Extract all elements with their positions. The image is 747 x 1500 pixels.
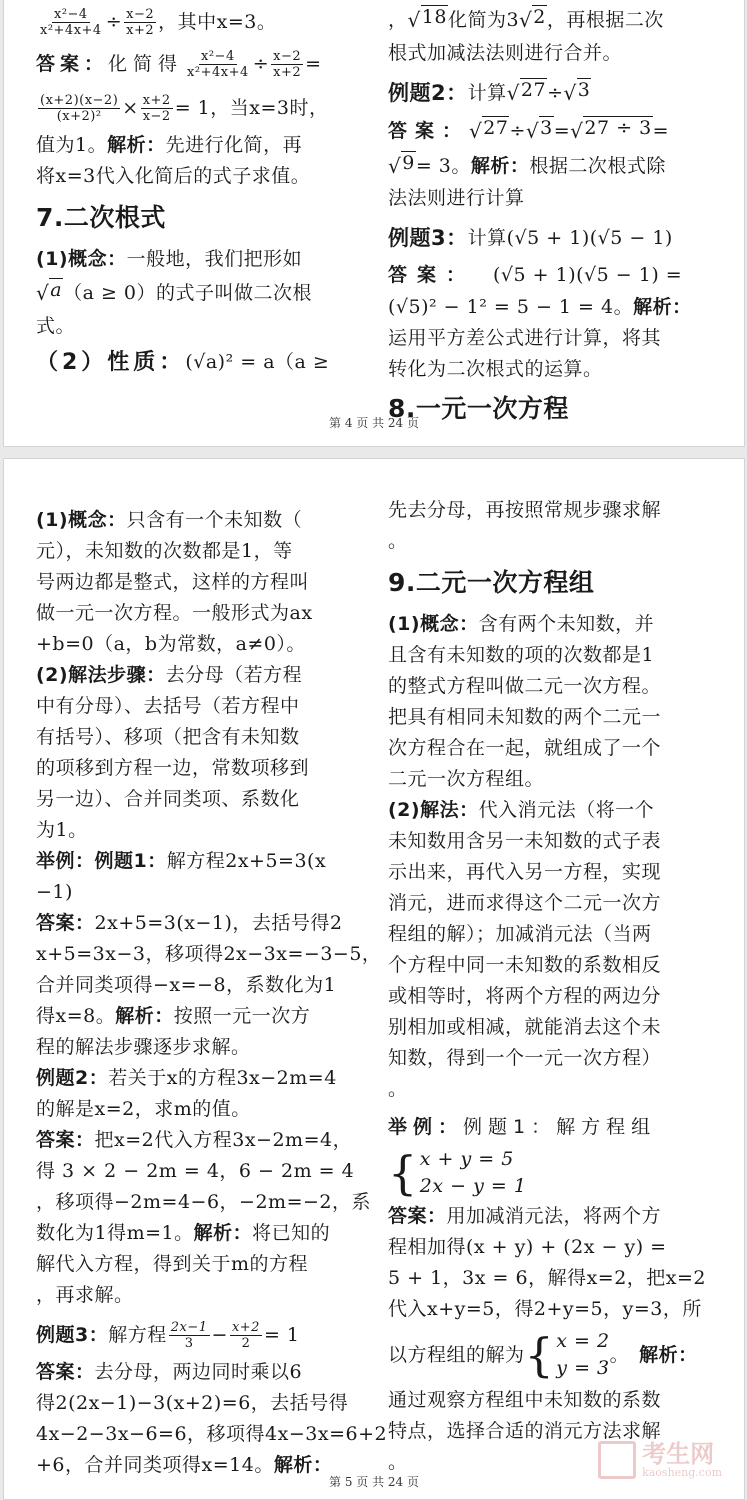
text-line: 例题2： 若关于x的方程3x−2m=4 xyxy=(36,1067,337,1089)
page-footer: 第 5 页 共 24 页 xyxy=(329,1475,419,1489)
text-line: 知数，得到一个一元一次方程） xyxy=(388,1047,662,1069)
text-line: 。 xyxy=(388,1451,408,1473)
text-line: 或相等时，将两个方程的两边分 xyxy=(388,985,662,1007)
text-line: 消元，进而求得这个二元一次方 xyxy=(388,892,662,914)
text-line: 值为1。 解析： 先进行化简，再 xyxy=(36,134,303,156)
watermark-logo: 考生网 kaosheng.com xyxy=(598,1441,722,1479)
text-line: 次方程合在一起，就组成了一个 xyxy=(388,737,662,759)
text-line: 的解是x=2，求m的值。 xyxy=(36,1098,251,1120)
text-line: 中有分母）、去括号（若方程中 xyxy=(36,695,300,717)
page-5 xyxy=(3,458,745,1500)
page4-right-column xyxy=(388,2,718,431)
text-line: 号两边都是整式，这样的方程叫 xyxy=(36,571,310,593)
text-line: 且含有未知数的项的次数都是1 xyxy=(388,644,655,666)
text-line: 代入x+y=5，得2+y=5，y=3，所 xyxy=(388,1298,702,1320)
text-line: （2）性质： (√a)² = a（a ≥ xyxy=(36,349,330,375)
text-line: (1)概念： 含有两个未知数，并 xyxy=(388,613,655,635)
page5-left-column xyxy=(36,505,388,1481)
text-line: 的项移到方程一边，常数项移到 xyxy=(36,757,310,779)
text-line: +6，合并同类项得x=14。 解析： xyxy=(36,1454,333,1476)
text-line: 运用平方差公式进行计算，将其 xyxy=(388,327,662,349)
section-heading-7: 7.二次根式 xyxy=(36,203,166,232)
text-line: 得 3 × 2 − 2m = 4，6 − 2m = 4 xyxy=(36,1160,355,1182)
text-line: 答案： 2x+5=3(x−1)，去括号得2 xyxy=(36,912,343,934)
text-line: 示出来，再代入另一方程，实现 xyxy=(388,861,662,883)
answer-line: 答案： (√5 + 1)(√5 − 1) = xyxy=(388,263,683,286)
fraction: $\frac{(x+2)(x-2)}{\text{(x+2)²}}$ xyxy=(40,92,119,124)
text-line: 解代入方程，得到关于m的方程 xyxy=(36,1253,309,1275)
text-line: (2)解法： 代入消元法（将一个 xyxy=(388,799,655,821)
text-line: 转化为二次根式的运算。 xyxy=(388,358,603,380)
section-heading-8: 8.一元一次方程 xyxy=(388,394,569,423)
right-text-block xyxy=(388,495,718,557)
text-line: 另一边）、合并同类项、系数化 xyxy=(36,788,300,810)
text-line: 元），未知数的次数都是1，等 xyxy=(36,540,293,562)
text-line: (2)解法步骤： 去分母（若方程 xyxy=(36,664,303,686)
text-line: 答案： 用加减消元法，将两个方 xyxy=(388,1205,662,1227)
example-1-line: 举例： 例题1： 解方程组 xyxy=(388,1115,657,1138)
answer-line: 答案： 化简得 $\frac{\text{x²−4}}{\text{x²+4x+4}}$ ÷ $\frac{x-2}{x+2}$ = xyxy=(36,48,322,80)
page5-right-column xyxy=(388,495,718,1478)
page4-left-column xyxy=(36,2,366,382)
text-line: 将x=3代入化简后的式子求值。 xyxy=(36,165,311,187)
text-line: 程组的解）；加减消元法（当两 xyxy=(388,923,652,945)
example-2-line: 例题2： 计算 √ 27 ÷ √ 3 xyxy=(388,78,591,105)
solution-system: { x = 2 y = 3 xyxy=(524,1328,610,1382)
text-line: 程的解法步骤逐步求解。 xyxy=(36,1036,251,1058)
text-line: +b=0（a，b为常数，a≠0）。 xyxy=(36,633,306,655)
text-line: 先去分母，再按照常规步骤求解 xyxy=(388,499,662,521)
page-footer: 第 4 页 共 24 页 xyxy=(329,416,419,430)
text-line: (√5)² − 1² = 5 − 1 = 4。 解析： xyxy=(388,296,692,318)
text-line: 数化为1得m=1。 解析： 将已知的 xyxy=(36,1222,331,1244)
text-line: 式。 xyxy=(36,315,76,337)
text-line: 得x=8。 解析： 按照一元一次方 xyxy=(36,1005,311,1027)
text-line: √ a （a ≥ 0）的式子叫做二次根 xyxy=(36,275,366,311)
text-line: √ 9 = 3。 解析： 根据二次根式除 xyxy=(388,151,666,178)
text-line: 特点，选择合适的消元方法求解 xyxy=(388,1420,662,1442)
text-line: (1)概念： 一般地，我们把形如 xyxy=(36,248,303,270)
text-line: 。 xyxy=(388,530,408,552)
text-line: 的整式方程叫做二元一次方程。 xyxy=(388,675,662,697)
equation-system: { x + y = 5 2x − y = 1 xyxy=(388,1146,527,1200)
text-line: 做一元一次方程。一般形式为ax xyxy=(36,602,313,624)
text-line: 未知数用含另一未知数的式子表 xyxy=(388,830,662,852)
example-3-line: 例题3： 计算(√5 + 1)(√5 − 1) xyxy=(388,225,673,250)
text-line: ， √ 18 化简为3 √ 2 ，再根据二次 xyxy=(388,5,664,32)
text-line: 得2(2x−1)−3(x+2)=6，去括号得 xyxy=(36,1392,349,1414)
text-line: x+5=3x−3，移项得2x−3x=−3−5， xyxy=(36,943,382,965)
text-line: (1)概念： 只含有一个未知数（ xyxy=(36,509,303,531)
text-line: 根式加减法法则进行合并。 xyxy=(388,42,623,64)
answer-line: 答案： √ 27 ÷ √ 3 = √ 27 ÷ 3 = xyxy=(388,116,670,143)
sqrt-expression: √ a xyxy=(36,278,63,305)
expression-line: $\frac{(x+2)(x-2)}{\text{(x+2)²}}$ × $\frac{x+2}{x-2}$ = 1，当x=3时， xyxy=(40,92,329,124)
fraction: $\frac{x-2}{x+2}$ xyxy=(126,6,155,38)
text-line: 合并同类项得−x=−8，系数化为1 xyxy=(36,974,337,996)
text-line: 通过观察方程组中未知数的系数 xyxy=(388,1389,662,1411)
text-line: 5 + 1，3x = 6，解得x=2，把x=2 xyxy=(388,1267,707,1289)
fraction: $\frac{2x-1}{3}$ xyxy=(170,1319,208,1351)
fraction: $\frac{\text{x²−4}}{\text{x²+4x+4}}$ xyxy=(187,48,249,80)
left-tail-block xyxy=(36,1357,388,1481)
text-line: 别相加或相减，就能消去这个未 xyxy=(388,1016,662,1038)
text-line: 程相加得(x + y) + (2x − y) = xyxy=(388,1236,667,1258)
text-line: 4x−2−3x−6=6，移项得4x−3x=6+2 xyxy=(36,1423,388,1445)
fraction: $\frac{x+2}{2}$ xyxy=(231,1319,260,1351)
section-heading-9: 9.二元一次方程组 xyxy=(388,568,595,597)
right-text-block-3 xyxy=(388,1201,718,1325)
page-4 xyxy=(3,0,745,447)
fraction: $\frac{x+2}{x-2}$ xyxy=(142,92,171,124)
text-line: 个方程中同一未知数的系数相反 xyxy=(388,954,662,976)
text-line: 有括号）、移项（把含有未知数 xyxy=(36,726,300,748)
solution-line: 以方程组的解为 { x = 2 y = 3 。 解析： xyxy=(388,1328,698,1382)
text-line: 法法则进行计算 xyxy=(388,187,525,209)
expression-line: $\frac{\text{x²−4}}{\text{x²+4x+4}}$ ÷ $\frac{x-2}{x+2}$ ，其中x=3。 xyxy=(40,6,277,38)
text-line: 答案： 去分母，两边同时乘以6 xyxy=(36,1361,303,1383)
text-line: −1) xyxy=(36,881,73,903)
text-line: 举例：例题1： 解方程2x+5=3(x xyxy=(36,850,327,872)
text-line: ，再求解。 xyxy=(36,1284,134,1306)
text-line: ，移项得−2m=4−6，−2m=−2，系 xyxy=(36,1191,371,1213)
text-line: 。 xyxy=(388,1078,408,1100)
fraction: $\frac{\text{x²−4}}{\text{x²+4x+4}}$ xyxy=(40,6,102,38)
fraction: $\frac{x-2}{x+2}$ xyxy=(273,48,302,80)
text-line: 为1。 xyxy=(36,819,88,841)
example-3-line: 例题3： 解方程 $\frac{2x-1}{3}$ − $\frac{x+2}{2}$ = 1 xyxy=(36,1319,300,1351)
right-text-block-2 xyxy=(388,609,718,1105)
left-text-block xyxy=(36,505,382,1311)
text-line: 答案： 把x=2代入方程3x−2m=4， xyxy=(36,1129,353,1151)
text-line: 二元一次方程组。 xyxy=(388,768,545,790)
text-line: 把具有相同未知数的两个二元一 xyxy=(388,706,662,728)
